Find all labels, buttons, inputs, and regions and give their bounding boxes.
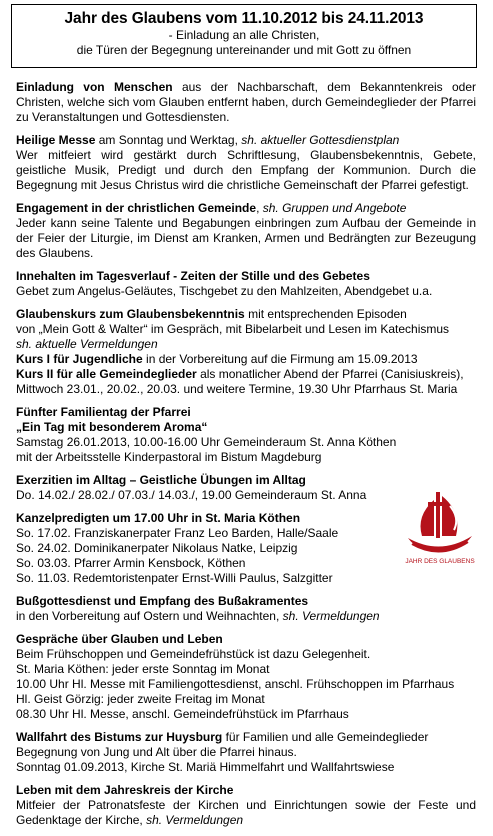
- list-item: 08.30 Uhr Hl. Messe, anschl. Gemeindefrühstück im Pfarrhaus: [16, 707, 349, 721]
- page-subtitle-line1: - Einladung an alle Christen,: [168, 28, 320, 42]
- section-title-suffix: für Familien und alle Gemeindeglieder: [225, 730, 429, 744]
- header-box: [11, 4, 477, 68]
- section-italic: sh. aktueller Gottesdienstplan: [241, 133, 400, 147]
- section-title: Heilige Messe: [16, 133, 96, 147]
- section-text: aus der Nachbarschaft, dem Bekanntenkreis oder Christen, welche sich vom Glauben entfernt haben, durch Gemeindeglieder der Pfarrei zu Veranstaltungen und Gottesdiensten.: [16, 80, 476, 124]
- section-innehalten: [16, 269, 476, 299]
- section-subtitle: „Ein Tag mit besonderem Aroma“: [16, 420, 208, 434]
- content: [16, 80, 476, 836]
- section-text: Jeder kann seine Talente und Begabungen einbringen zum Aufbau der Gemeinde in der Feier der Liturgie, im Dienst am Kranken, Armen und Bedrängten zur Bezeugung des Glaubens.: [16, 216, 476, 260]
- section-text: am Sonntag und Werktag,: [98, 133, 238, 147]
- section-einladung: [16, 80, 476, 125]
- familientag-line1: Samstag 26.01.2013, 10.00-16.00 Uhr Gemeinderaum St. Anna Köthen: [16, 435, 397, 449]
- section-italic: sh. Vermeldungen: [146, 813, 244, 827]
- section-wallfahrt: [16, 730, 476, 775]
- section-title: Engagement in der christlichen Gemeinde: [16, 201, 257, 215]
- list-item: Beim Frühschoppen und Gemeindefrühstück ist dazu Gelegenheit.: [16, 647, 371, 661]
- section-engagement: [16, 201, 476, 261]
- section-title: Kanzelpredigten um 17.00 Uhr in St. Maria Köthen: [16, 511, 301, 525]
- jahr-des-glaubens-logo: [404, 486, 476, 566]
- glaubenskurs-line1: [16, 307, 476, 322]
- section-title: Innehalten im Tagesverlauf - Zeiten der Stille und des Gebetes: [16, 269, 370, 283]
- section-title: Wallfahrt des Bistums zur Huysburg: [16, 730, 223, 744]
- section-title-suffix: ,: [256, 201, 260, 215]
- section-text: Gebet zum Angelus-Geläutes, Tischgebet zu den Mahlzeiten, Abendgebet u.a.: [16, 284, 433, 298]
- section-italic: sh. Vermeldungen: [282, 609, 380, 623]
- page-title: Jahr des Glaubens vom 11.10.2012 bis 24.11.2013: [64, 10, 424, 27]
- section-title: Einladung von Menschen: [16, 80, 173, 94]
- glaubenskurs-line2: von „Mein Gott & Walter“ im Gespräch, mit Bibelarbeit und Lesen im Katechismus: [16, 322, 450, 336]
- list-item: So. 17.02. Franziskanerpater Franz Leo Barden, Halle/Saale: [16, 526, 339, 540]
- wallfahrt-line1: [16, 730, 476, 745]
- list-item: 10.00 Uhr Hl. Messe mit Familiengottesdienst, anschl. Frühschoppen im Pfarrhaus: [16, 677, 455, 691]
- section-text: in den Vorbereitung auf Ostern und Weihnachten,: [16, 609, 280, 623]
- section-italic: sh. Gruppen und Angebote: [262, 201, 407, 215]
- section-title: Glaubenskurs zum Glaubensbekenntnis: [16, 307, 245, 321]
- section-title: Fünfter Familientag der Pfarrei: [16, 405, 191, 419]
- section-title: Exerzitien im Alltag – Geistliche Übungen im Alltag: [16, 473, 306, 487]
- section-familientag: [16, 405, 476, 465]
- familientag-line2: mit der Arbeitsstelle Kinderpastoral im Bistum Magdeburg: [16, 450, 322, 464]
- page-subtitle-line2: die Türen der Begegnung untereinander und mit Gott zu öffnen: [76, 43, 412, 57]
- section-text: Do. 14.02./ 28.02./ 07.03./ 14.03./, 19.00 Gemeinderaum St. Anna: [16, 488, 367, 502]
- glaubenskurs-line3: sh. aktuelle Vermeldungen: [16, 337, 158, 351]
- boat-cross-icon: [404, 486, 476, 566]
- wallfahrt-line2: Begegnung von Jung und Alt über die Pfarrei hinaus.: [16, 745, 297, 759]
- section-title: Leben mit dem Jahreskreis der Kirche: [16, 783, 234, 797]
- list-item: St. Maria Köthen: jeder erste Sonntag im Monat: [16, 662, 270, 676]
- kurs1-text: in der Vorbereitung auf die Firmung am 15.09.2013: [146, 352, 418, 366]
- section-messe: [16, 133, 476, 193]
- section-text: Mitfeier der Patronatsfeste der Kirchen und Einrichtungen sowie der Feste und Gedenktage der Kirche,: [16, 798, 476, 827]
- kurs2-line: [16, 367, 476, 382]
- kurs2-line2: Mittwoch 23.01., 20.02., 20.03. und weitere Termine, 19.30 Uhr Pfarrhaus St. Maria: [16, 382, 458, 396]
- kurs1-title: Kurs I für Jugendliche: [16, 352, 143, 366]
- logo-caption: JAHR DES GLAUBENS: [405, 558, 475, 565]
- section-title: Bußgottesdienst und Empfang des Bußakramentes: [16, 594, 309, 608]
- list-item: So. 11.03. Redemtoristenpater Ernst-Willi Paulus, Salzgitter: [16, 571, 333, 585]
- section-buss: [16, 594, 476, 624]
- list-item: Hl. Geist Görzig: jeder zweite Freitag im Monat: [16, 692, 265, 706]
- section-jahreskreis: [16, 783, 476, 828]
- section-text: Wer mitfeiert wird gestärkt durch Schriftlesung, Glaubensbekenntnis, Gebete, geistliche Musik, Predigt und durch den Empfang der Kommunion. Durch die Begegnung mit Jesus Christus wird die christliche Gemeinschaft der Pfarrei gefestigt.: [16, 148, 476, 192]
- buss-line: [16, 609, 476, 624]
- list-item: So. 03.03. Pfarrer Armin Kensbock, Köthen: [16, 556, 246, 570]
- section-glaubenskurs: [16, 307, 476, 397]
- kurs2-title: Kurs II für alle Gemeindeglieder: [16, 367, 197, 381]
- wallfahrt-line3: Sonntag 01.09.2013, Kirche St. Mariä Himmelfahrt und Wallfahrtswiese: [16, 760, 395, 774]
- section-gespraeche: [16, 632, 476, 722]
- section-title-suffix: mit entsprechenden Episoden: [248, 307, 407, 321]
- kurs1-line: [16, 352, 476, 367]
- section-title: Gespräche über Glauben und Leben: [16, 632, 223, 646]
- kurs2-text: als monatlicher Abend der Pfarrei (Canisiuskreis),: [200, 367, 464, 381]
- list-item: So. 24.02. Dominikanerpater Nikolaus Natke, Leipzig: [16, 541, 298, 555]
